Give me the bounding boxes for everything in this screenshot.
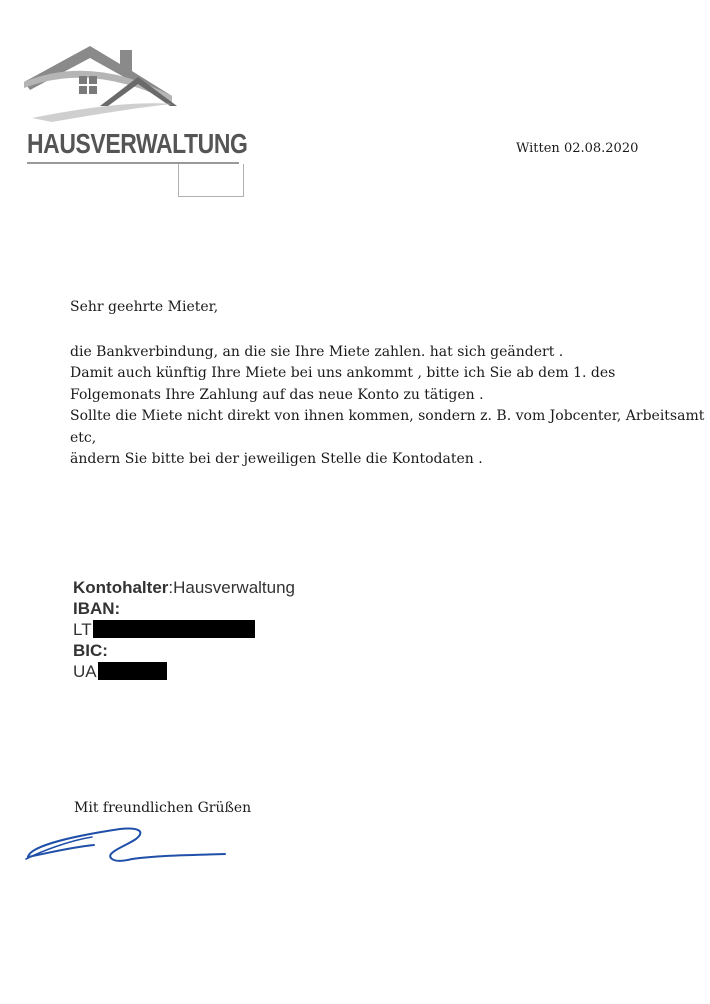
body-line: etc,	[70, 429, 97, 446]
bic-prefix: UA	[73, 662, 97, 681]
account-holder-label: Kontohalter	[73, 578, 169, 597]
logo-wordmark: HAUSVERWALTUNG	[27, 128, 248, 159]
account-holder-value: :Hausverwaltung	[168, 578, 296, 597]
body-line: die Bankverbindung, an die sie Ihre Miete zahlen. hat sich geändert .	[70, 344, 564, 360]
house-roof-icon	[22, 44, 247, 134]
signature-icon	[20, 815, 240, 885]
company-logo	[22, 44, 247, 204]
bic-label: BIC:	[73, 641, 108, 660]
bic-row	[73, 661, 295, 682]
body-line: Sollte die Miete nicht direkt von ihnen kommen, sondern z. B. vom Jobcenter, Arbeitsamt	[70, 408, 705, 425]
body-line: Folgemonats Ihre Zahlung auf das neue Konto zu tätigen .	[70, 386, 484, 403]
salutation: Sehr geehrte Mieter,	[70, 299, 219, 315]
iban-prefix: LT	[73, 620, 92, 639]
bank-details	[73, 577, 295, 682]
letter-date: Witten 02.08.2020	[516, 141, 639, 156]
iban-row	[73, 619, 295, 640]
body-line: ändern Sie bitte bei der jeweiligen Stelle die Kontodaten .	[70, 451, 483, 468]
closing: Mit freundlichen Grüßen	[74, 800, 252, 816]
body-line: Damit auch künftig Ihre Miete bei uns ankommt , bitte ich Sie ab dem 1. des	[70, 365, 616, 382]
logo-box	[178, 164, 244, 197]
bic-redaction	[98, 662, 167, 680]
iban-label: IBAN:	[73, 599, 121, 618]
letter-body	[70, 342, 705, 470]
account-holder-row	[73, 577, 295, 598]
iban-redaction	[93, 620, 255, 638]
